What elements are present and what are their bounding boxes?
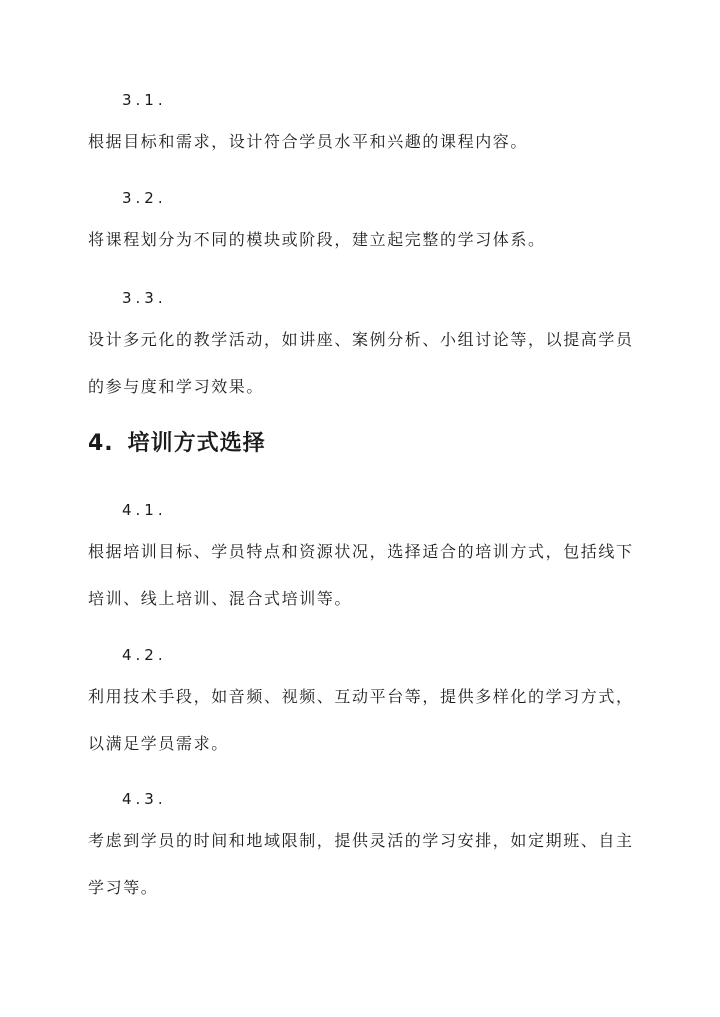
item-text-3-2: 将课程划分为不同的模块或阶段，建立起完整的学习体系。 bbox=[88, 230, 546, 249]
item-number-3-2: 3.2. bbox=[122, 189, 167, 207]
section-heading-4 bbox=[88, 429, 266, 459]
item-text-4-3: 考虑到学员的时间和地域限制，提供灵活的学习安排，如定期班、自主学习等。 bbox=[88, 831, 634, 897]
item-text-3-1: 根据目标和需求，设计符合学员水平和兴趣的课程内容。 bbox=[88, 132, 529, 151]
section-heading-number: 4. bbox=[88, 431, 114, 456]
item-number-4-1: 4.1. bbox=[122, 501, 167, 519]
item-number-4-2: 4.2. bbox=[122, 646, 167, 664]
item-number-3-3: 3.3. bbox=[122, 289, 167, 307]
section-heading-title: 培训方式选择 bbox=[127, 431, 266, 456]
item-number-4-3: 4.3. bbox=[122, 790, 167, 808]
item-number-3-1: 3.1. bbox=[122, 91, 167, 109]
item-text-4-1: 根据培训目标、学员特点和资源状况，选择适合的培训方式，包括线下培训、线上培训、混合式培训等。 bbox=[88, 542, 634, 608]
item-text-4-2: 利用技术手段，如音频、视频、互动平台等，提供多样化的学习方式，以满足学员需求。 bbox=[88, 687, 634, 753]
item-text-3-3: 设计多元化的教学活动，如讲座、案例分析、小组讨论等，以提高学员的参与度和学习效果。 bbox=[88, 330, 634, 396]
